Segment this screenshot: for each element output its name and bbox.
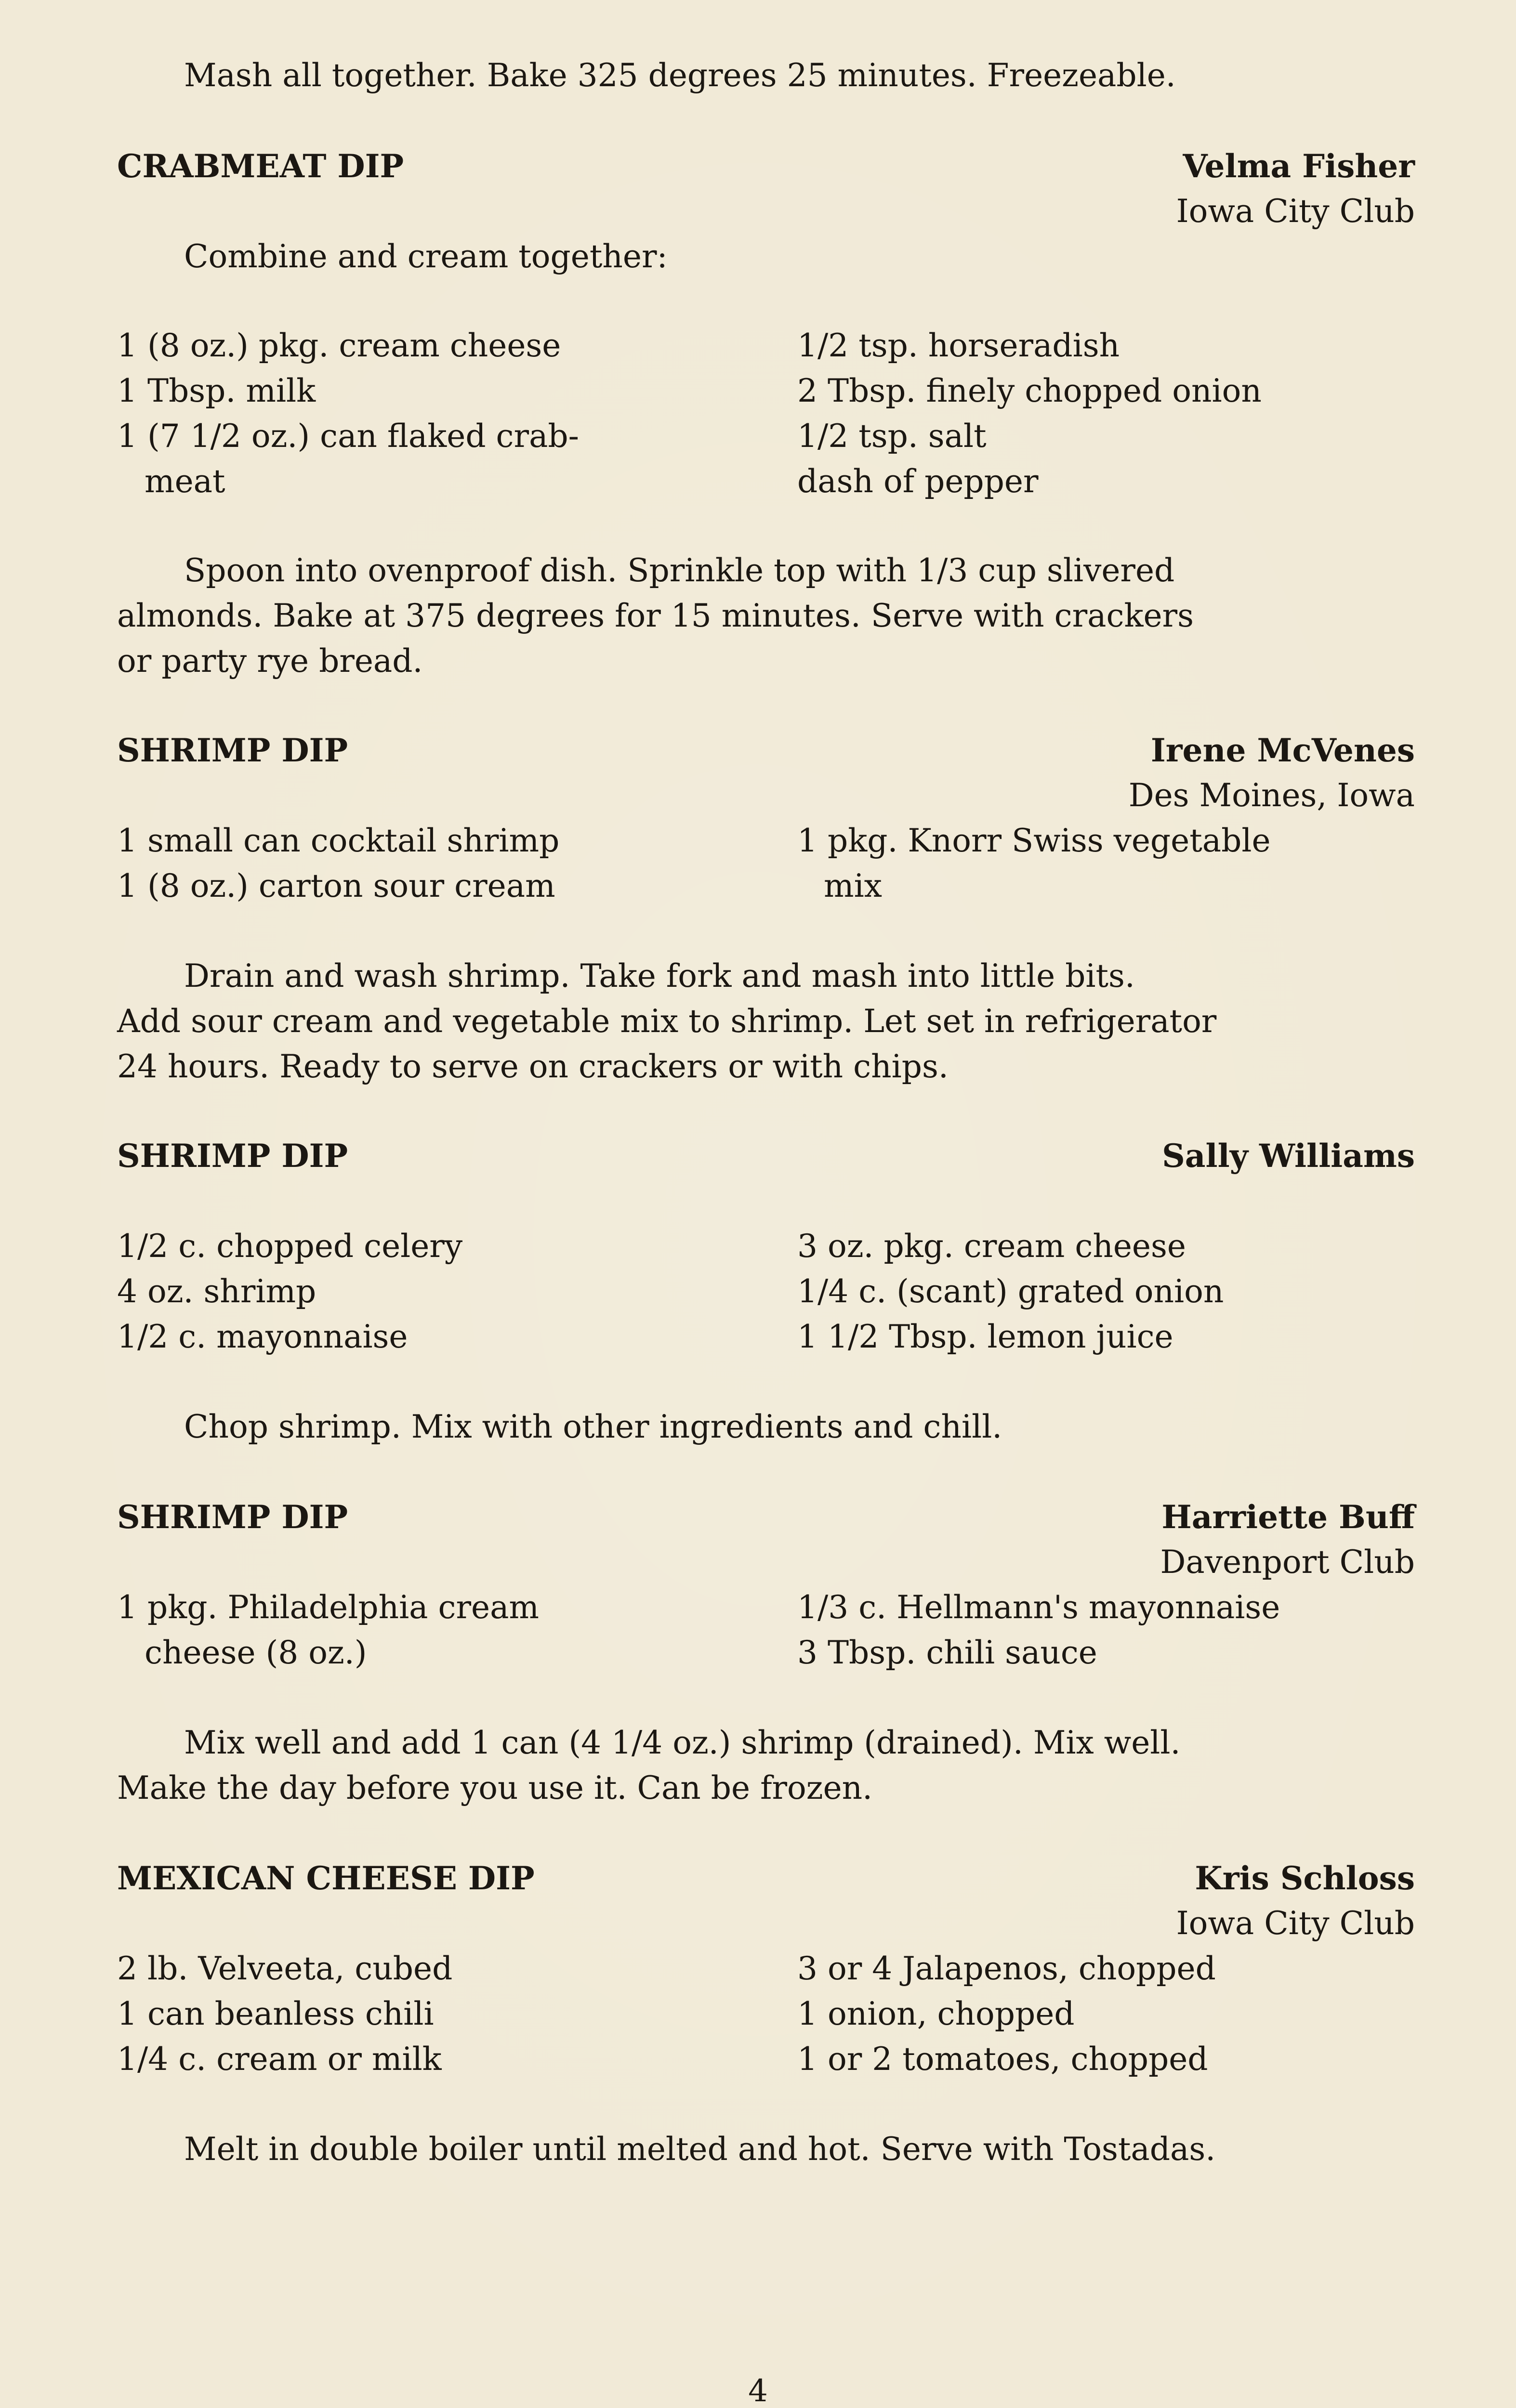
directions-line: Add sour cream and vegetable mix to shrimp. Let set in refrigerator xyxy=(117,1003,1217,1040)
ingredient-left: 1 small can cocktail shrimp xyxy=(117,822,560,859)
recipe-title: SHRIMP DIP xyxy=(117,1498,348,1536)
ingredient-left: 1 pkg. Philadelphia cream xyxy=(117,1589,540,1626)
recipe-note: Combine and cream together: xyxy=(184,238,668,275)
recipe-title: MEXICAN CHEESE DIP xyxy=(117,1859,535,1897)
recipe-location: Iowa City Club xyxy=(1176,1905,1415,1942)
ingredient-left: 1 Tbsp. milk xyxy=(117,372,316,409)
ingredient-right: mix xyxy=(824,867,882,904)
ingredient-right: 1 1/2 Tbsp. lemon juice xyxy=(797,1318,1173,1355)
recipe-title: SHRIMP DIP xyxy=(117,1137,348,1175)
directions-line: Mix well and add 1 can (4 1/4 oz.) shrimp (drained). Mix well. xyxy=(184,1724,1181,1761)
ingredient-left: 1 (8 oz.) pkg. cream cheese xyxy=(117,327,561,364)
ingredient-right: 3 Tbsp. chili sauce xyxy=(797,1634,1097,1671)
ingredient-right: 1/2 tsp. horseradish xyxy=(797,327,1120,364)
ingredient-left: 4 oz. shrimp xyxy=(117,1273,316,1310)
directions-line: Chop shrimp. Mix with other ingredients and chill. xyxy=(184,1408,1002,1445)
ingredient-right: 2 Tbsp. finely chopped onion xyxy=(797,372,1262,409)
ingredient-right: 1 or 2 tomatoes, chopped xyxy=(797,2041,1208,2078)
ingredient-right: 1/3 c. Hellmann's mayonnaise xyxy=(797,1589,1280,1626)
directions-line: Melt in double boiler until melted and hot. Serve with Tostadas. xyxy=(184,2131,1216,2168)
recipe-location: Iowa City Club xyxy=(1176,193,1415,230)
ingredient-right: 3 oz. pkg. cream cheese xyxy=(797,1228,1186,1265)
ingredient-right: 1 pkg. Knorr Swiss vegetable xyxy=(797,822,1271,859)
recipe-location: Davenport Club xyxy=(1160,1544,1415,1581)
ingredient-left: 1 can beanless chili xyxy=(117,1995,434,2032)
ingredient-left: 1/2 c. chopped celery xyxy=(117,1228,463,1265)
ingredient-right: dash of pepper xyxy=(797,463,1039,500)
ingredient-left: cheese (8 oz.) xyxy=(145,1634,367,1671)
recipe-title: CRABMEAT DIP xyxy=(117,147,404,185)
intro-line: Mash all together. Bake 325 degrees 25 minutes. Freezeable. xyxy=(184,57,1176,94)
ingredient-right: 3 or 4 Jalapenos, chopped xyxy=(797,1950,1216,1987)
recipe-author: Sally Williams xyxy=(1162,1137,1415,1175)
ingredient-right: 1/2 tsp. salt xyxy=(797,418,987,455)
recipe-author: Irene McVenes xyxy=(1150,732,1415,769)
directions-line: Drain and wash shrimp. Take fork and mash into little bits. xyxy=(184,957,1135,995)
ingredient-left: 1 (7 1/2 oz.) can flaked crab- xyxy=(117,418,579,455)
recipe-title: SHRIMP DIP xyxy=(117,732,348,769)
recipe-author: Velma Fisher xyxy=(1183,147,1415,185)
recipe-author: Harriette Buff xyxy=(1161,1498,1415,1536)
ingredient-left: 1 (8 oz.) carton sour cream xyxy=(117,867,555,904)
recipe-location: Des Moines, Iowa xyxy=(1128,777,1415,814)
directions-line: Make the day before you use it. Can be frozen. xyxy=(117,1769,873,1806)
ingredient-left: 1/2 c. mayonnaise xyxy=(117,1318,408,1355)
ingredient-left: meat xyxy=(145,463,225,500)
ingredient-right: 1/4 c. (scant) grated onion xyxy=(797,1273,1224,1310)
directions-line: almonds. Bake at 375 degrees for 15 minutes. Serve with crackers xyxy=(117,597,1194,634)
directions-line: 24 hours. Ready to serve on crackers or with chips. xyxy=(117,1048,949,1085)
directions-line: or party rye bread. xyxy=(117,642,423,680)
recipe-author: Kris Schloss xyxy=(1195,1859,1415,1897)
ingredient-left: 2 lb. Velveeta, cubed xyxy=(117,1950,453,1987)
ingredient-left: 1/4 c. cream or milk xyxy=(117,2041,442,2078)
directions-line: Spoon into ovenproof dish. Sprinkle top with 1/3 cup slivered xyxy=(184,552,1175,589)
page-number: 4 xyxy=(748,2373,768,2408)
ingredient-right: 1 onion, chopped xyxy=(797,1995,1075,2032)
